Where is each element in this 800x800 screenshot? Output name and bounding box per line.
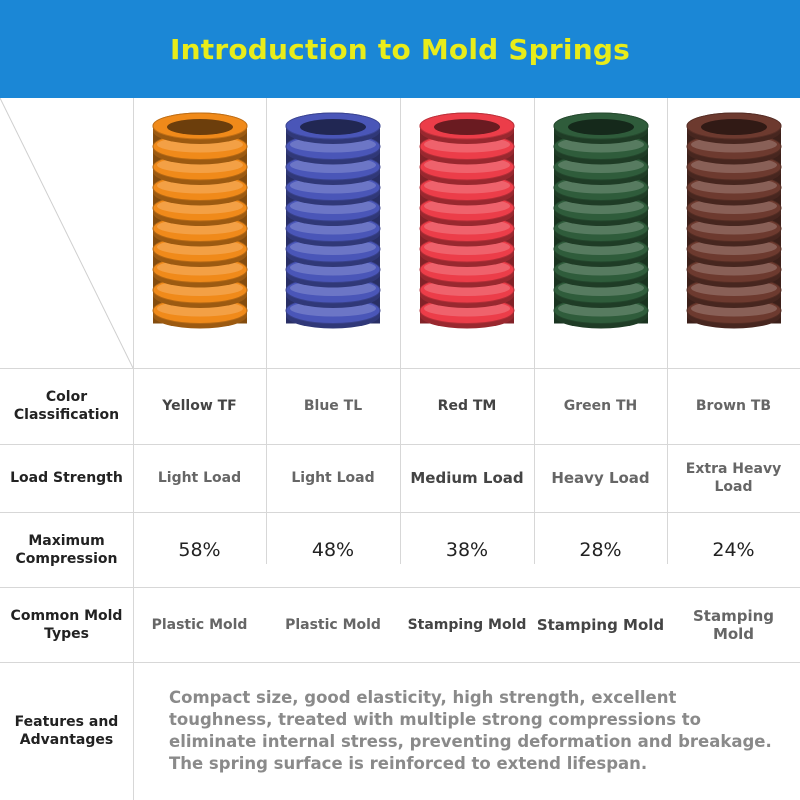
load-yellow: Light Load (157, 470, 242, 486)
load-brown: Extra Heavy Load (685, 461, 782, 495)
mold-green: Stamping Mold (536, 615, 665, 634)
spring-top-hole (701, 119, 767, 135)
spring-top-hole (300, 119, 366, 135)
grid-line (0, 587, 800, 588)
mold-red: Stamping Mold (407, 616, 527, 633)
spring-top-hole (568, 119, 634, 135)
mold-blue: Plastic Mold (285, 616, 381, 633)
spring-top-hole (434, 119, 500, 135)
diagonal-corner-line (0, 98, 133, 368)
row-label-color: Color Classification (13, 389, 120, 423)
grid-line (667, 98, 668, 564)
page-title: Introduction to Mold Springs (170, 32, 630, 66)
compression-yellow: 58% (178, 538, 221, 561)
color-red: Red TM (437, 398, 497, 414)
yellow-spring-icon (145, 108, 255, 358)
grid-line (0, 444, 800, 445)
compression-blue: 48% (311, 538, 355, 561)
grid-line (0, 368, 800, 369)
color-yellow: Yellow TF (162, 398, 237, 414)
row-label-load: Load Strength (10, 470, 123, 486)
grid-line (266, 98, 267, 564)
mold-brown: Stamping Mold (692, 606, 775, 643)
grid-line (0, 512, 800, 513)
row-label-features: Features and Advantages (14, 714, 119, 748)
mold-yellow: Plastic Mold (151, 616, 248, 633)
grid-line (133, 98, 134, 800)
red-spring-icon (412, 108, 522, 358)
grid-line (0, 662, 800, 663)
compression-red: 38% (445, 538, 489, 561)
grid-line (400, 98, 401, 564)
compression-brown: 24% (712, 538, 755, 561)
spring-comparison-table (0, 98, 800, 800)
green-spring-icon (546, 108, 656, 358)
blue-spring-icon (278, 108, 388, 358)
load-blue: Light Load (291, 470, 375, 486)
row-label-mold: Common Mold Types (10, 607, 123, 642)
spring-image-yellow (133, 98, 266, 368)
spring-top-hole (167, 119, 233, 135)
compression-green: 28% (579, 538, 622, 561)
load-green: Heavy Load (551, 469, 650, 487)
spring-image-red (400, 98, 534, 368)
page-header (0, 0, 800, 98)
features-description: Compact size, good elasticity, high strength, excellent toughness, treated with multiple strong compressions to eliminate internal stress, preventing deformation and breakage. The spring surface is reinforced to extend lifespan. (169, 688, 772, 773)
color-brown: Brown TB (695, 398, 772, 414)
color-blue: Blue TL (303, 398, 363, 414)
brown-spring-icon (679, 108, 789, 358)
spring-image-blue (266, 98, 400, 368)
grid-line (534, 98, 535, 564)
row-label-compression: Maximum Compression (15, 532, 118, 567)
spring-image-green (534, 98, 667, 368)
spring-image-brown (667, 98, 800, 368)
color-green: Green TH (563, 398, 638, 414)
load-red: Medium Load (410, 469, 524, 487)
